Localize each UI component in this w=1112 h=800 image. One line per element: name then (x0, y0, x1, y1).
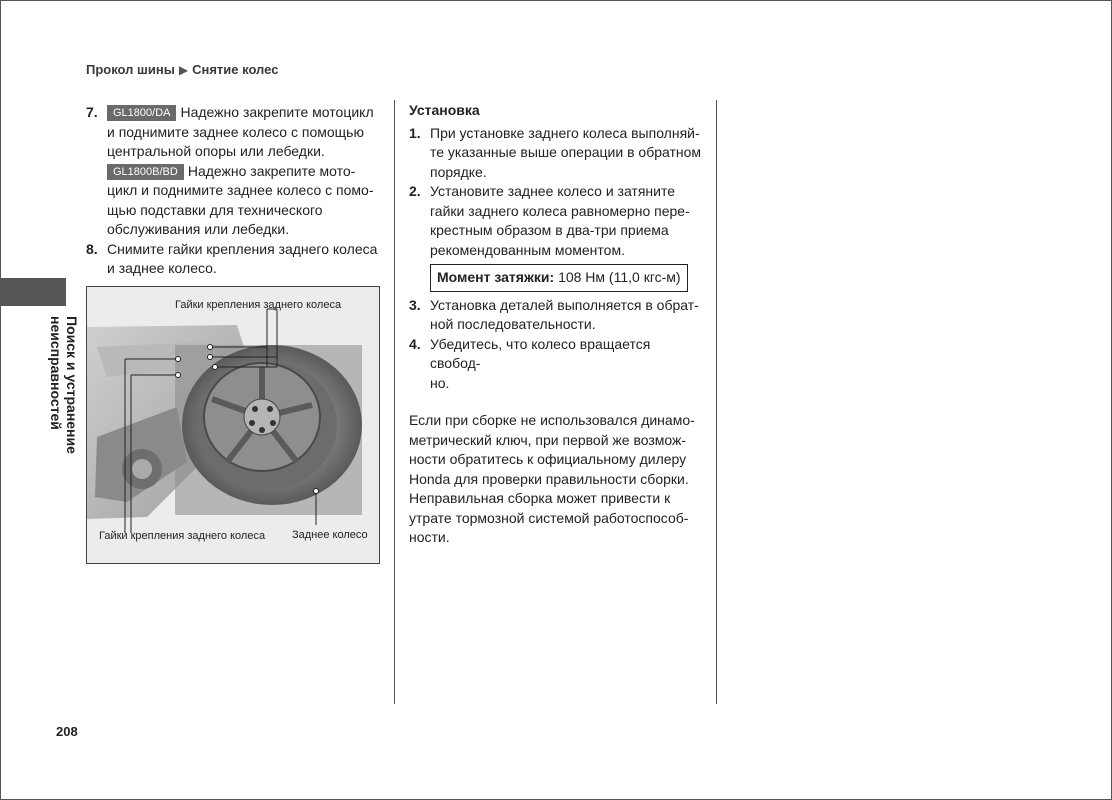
install-heading: Установка (409, 102, 480, 118)
text-line: Установите заднее колесо и затяните (430, 183, 676, 199)
text-line: ности обратитесь к официальному дилеру (409, 451, 687, 467)
model-badge: GL1800/DA (107, 105, 176, 121)
install-step-4 (409, 335, 704, 394)
text-line: Убедитесь, что колесо вращается свобод- (430, 335, 651, 371)
page-number: 208 (56, 724, 78, 739)
rear-wheel-figure (86, 286, 380, 564)
figure-label-top: Гайки крепления заднего колеса (175, 299, 342, 311)
text-line: Honda для проверки правильности сборки. (409, 470, 689, 487)
install-column (409, 101, 704, 548)
text-line: Если при сборке не использовался динамо- (409, 412, 695, 428)
install-note (409, 411, 704, 548)
step-number: 2. (409, 183, 421, 199)
breadcrumb-subsection: Снятие колес (192, 62, 279, 77)
text-line: те указанные выше операции в обратном (430, 144, 702, 160)
column-divider (716, 100, 717, 704)
text-line: Неправильная сборка может привести к (409, 490, 671, 506)
step-8 (86, 240, 381, 279)
install-step-3 (409, 296, 704, 335)
text-line: обслуживания или лебедки. (107, 221, 290, 237)
text-line: При установке заднего колеса выполняй- (430, 124, 700, 141)
section-tab-marker (0, 278, 66, 306)
step-number: 8. (86, 240, 98, 257)
figure-label-bottom-right: Заднее колесо (292, 529, 368, 541)
text-line: цикл и поднимите заднее колесо с помо- (107, 182, 374, 198)
column-divider (394, 100, 395, 704)
figure-label-bottom-left: Гайки крепления заднего колеса (99, 530, 266, 542)
text-line: ной последовательности. (430, 316, 596, 332)
torque-spec-box (430, 264, 688, 292)
text-line: крестным образом в два-три приема (430, 222, 669, 238)
text-line: центральной опоры или лебедки. (107, 143, 325, 159)
text-line: и поднимите заднее колесо с помощью (107, 123, 364, 140)
step-number: 7. (86, 104, 98, 120)
text-line: метрический ключ, при первой же возмож- (409, 431, 687, 448)
step-number: 4. (409, 335, 421, 352)
text-line: Надежно закрепите мотоцикл (180, 104, 374, 120)
text-line: щью подставки для технического (107, 201, 323, 218)
install-step-1 (409, 124, 704, 183)
step-number: 3. (409, 296, 421, 313)
text-line: Снимите гайки крепления заднего колеса (107, 240, 378, 257)
text-line: утрате тормозной системой работоспособ- (409, 509, 689, 526)
step-7 (86, 103, 381, 240)
hub-center-shape (132, 459, 152, 479)
breadcrumb (86, 62, 278, 77)
rear-wheel-illustration (87, 287, 379, 563)
install-step-2 (409, 182, 704, 260)
torque-value: 108 Нм (11,0 кгс-м) (558, 269, 681, 285)
text-line: порядке. (430, 163, 487, 180)
text-line: ности. (409, 529, 450, 545)
breadcrumb-section: Прокол шины (86, 62, 175, 77)
step-number: 1. (409, 124, 421, 141)
section-side-label: Поиск и устранение неисправностей (48, 316, 80, 454)
left-column (86, 103, 381, 279)
torque-label: Момент затяжки: (437, 269, 555, 285)
text-line: и заднее колесо. (107, 260, 217, 276)
model-badge: GL1800B/BD (107, 164, 184, 180)
text-line: гайки заднего колеса равномерно пере- (430, 202, 690, 219)
text-line: Установка деталей выполняется в обрат- (430, 296, 699, 313)
text-line: Надежно закрепите мото- (187, 162, 356, 179)
text-line: рекомендованным моментом. (430, 241, 625, 258)
breadcrumb-arrow-icon: ▶ (178, 62, 189, 77)
text-line: но. (430, 374, 450, 391)
